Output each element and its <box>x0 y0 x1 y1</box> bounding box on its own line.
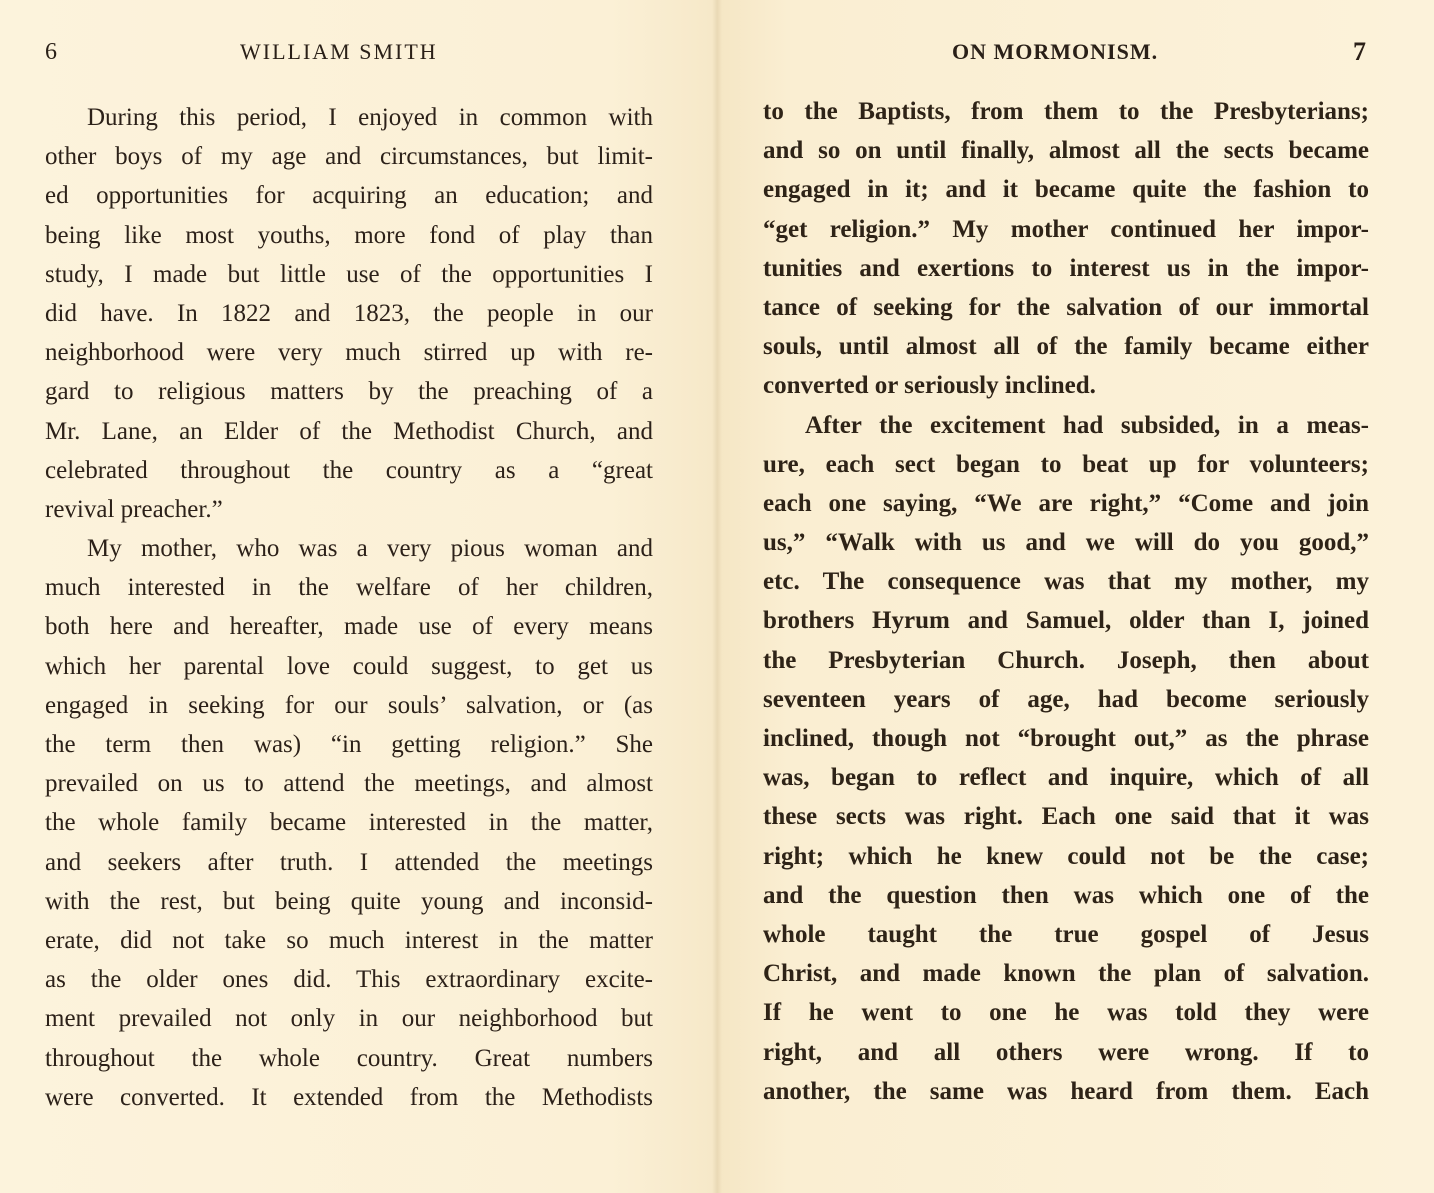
text-line: and so on until finally, almost all the sects became <box>763 137 1369 165</box>
text-line: erate, did not take so much interest in the matter <box>45 926 653 954</box>
running-head: ON MORMONISM. <box>952 39 1159 64</box>
text-line: tunities and exertions to interest us in the impor- <box>763 254 1369 282</box>
book-gutter <box>712 0 722 1193</box>
text-line: inclined, though not “brought out,” as the phrase <box>763 725 1369 752</box>
text-line: Christ, and made known the plan of salvation. <box>763 960 1369 988</box>
text-line: tance of seeking for the salvation of our immortal <box>763 293 1369 321</box>
body-text <box>763 92 1369 1111</box>
text-line: engaged in seeking for our souls’ salvation, or (as <box>45 691 653 719</box>
text-line: these sects was right. Each one said that it was <box>763 803 1369 831</box>
text-line: During this period, I enjoyed in common with <box>87 104 653 131</box>
text-line: whole taught the true gospel of Jesus <box>763 920 1369 948</box>
right-page <box>717 0 1434 1193</box>
text-line: the whole family became interested in the matter, <box>45 809 653 837</box>
text-line: etc. The consequence was that my mother, my <box>763 568 1369 596</box>
page-number: 6 <box>45 39 57 65</box>
text-line: right; which he knew could not be the case; <box>763 842 1369 870</box>
text-line: souls, until almost all of the family became either <box>763 333 1369 361</box>
text-line: other boys of my age and circumstances, but limit- <box>45 143 653 171</box>
text-line: as the older ones did. This extraordinary excite- <box>45 966 653 994</box>
text-line: and the question then was which one of the <box>763 881 1369 909</box>
text-line: engaged in it; and it became quite the fashion to <box>763 176 1369 204</box>
text-line: which her parental love could suggest, to get us <box>45 652 653 680</box>
text-line: and seekers after truth. I attended the meetings <box>45 848 653 876</box>
text-line: converted or seriously inclined. <box>763 372 1096 400</box>
text-line: Mr. Lane, an Elder of the Methodist Church, and <box>45 417 653 445</box>
text-line: throughout the whole country. Great numbers <box>45 1044 653 1072</box>
text-line: celebrated throughout the country as a “great <box>45 456 653 484</box>
text-line: with the rest, but being quite young and inconsid- <box>45 887 653 915</box>
text-line: each one saying, “We are right,” “Come and join <box>763 489 1369 517</box>
text-line: the term then was) “in getting religion.” She <box>45 731 653 758</box>
text-line: being like most youths, more fond of play than <box>45 221 653 249</box>
text-line: “get religion.” My mother continued her impor- <box>763 215 1369 243</box>
text-line: both here and hereafter, made use of every means <box>45 613 653 641</box>
text-line: gard to religious matters by the preaching of a <box>45 378 653 406</box>
text-line: ment prevailed not only in our neighborhood but <box>45 1005 653 1033</box>
running-head: WILLIAM SMITH <box>240 39 438 64</box>
text-line: seventeen years of age, had become seriously <box>763 685 1369 713</box>
text-line: ure, each sect began to beat up for volunteers; <box>763 450 1369 478</box>
text-line: If he went to one he was told they were <box>763 999 1369 1027</box>
body-text <box>45 98 653 1117</box>
text-line: study, I made but little use of the opportunities I <box>45 260 653 288</box>
text-line: us,” “Walk with us and we will do you good,” <box>763 529 1369 557</box>
text-line: After the excitement had subsided, in a meas- <box>805 411 1369 439</box>
text-line: brothers Hyrum and Samuel, older than I, joined <box>763 607 1369 635</box>
text-line: did have. In 1822 and 1823, the people in our <box>45 299 653 327</box>
text-line: to the Baptists, from them to the Presbyterians; <box>763 98 1369 125</box>
text-line: ed opportunities for acquiring an education; and <box>45 182 653 210</box>
text-line: My mother, who was a very pious woman and <box>87 535 653 563</box>
text-line: the Presbyterian Church. Joseph, then about <box>763 646 1369 674</box>
page-number: 7 <box>1353 37 1366 66</box>
text-line: prevailed on us to attend the meetings, and almost <box>45 770 653 798</box>
text-line: was, began to reflect and inquire, which of all <box>763 764 1369 792</box>
text-line: another, the same was heard from them. Each <box>763 1077 1369 1105</box>
text-line: right, and all others were wrong. If to <box>763 1038 1369 1066</box>
text-line: revival preacher.” <box>45 495 223 523</box>
text-line: neighborhood were very much stirred up with re- <box>45 339 653 367</box>
text-line: were converted. It extended from the Methodists <box>45 1083 653 1111</box>
text-line: much interested in the welfare of her children, <box>45 574 653 602</box>
